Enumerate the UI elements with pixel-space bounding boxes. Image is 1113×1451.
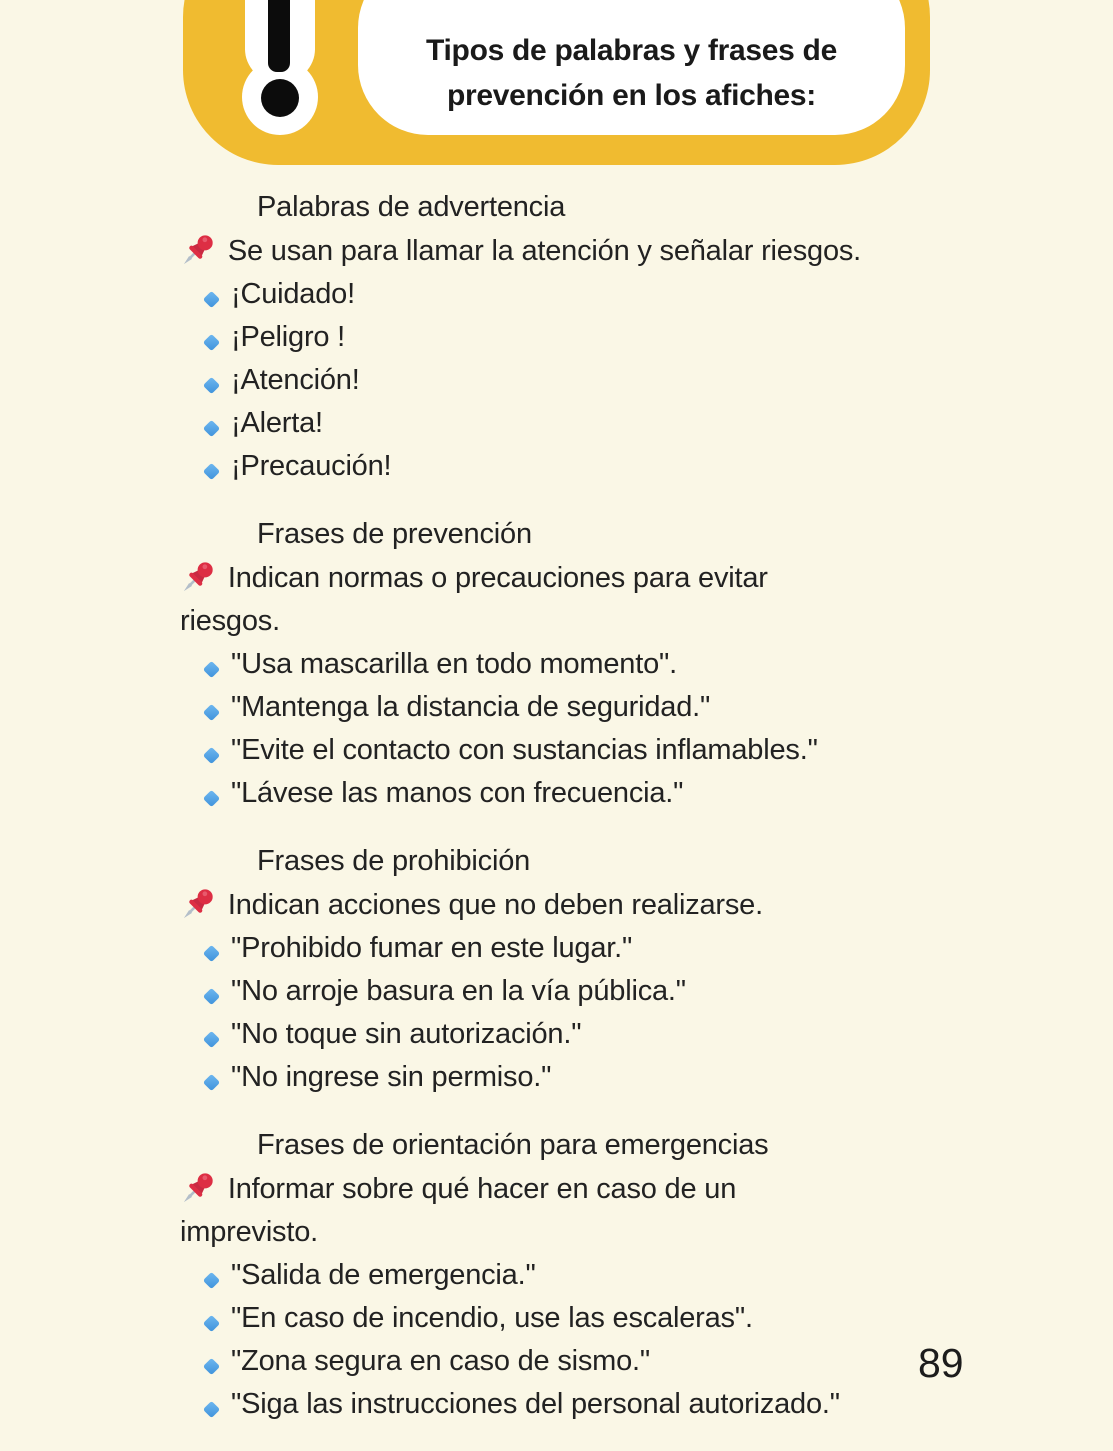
bullet-text: "Mantenga la distancia de seguridad." [231,691,711,723]
blue-diamond-icon [201,1265,222,1286]
list-item [180,1297,950,1340]
blue-diamond-icon [201,1024,222,1045]
section-description [180,1167,950,1254]
exclamation-mark-icon [240,0,320,140]
blue-diamond-icon [201,740,222,761]
description-text: Informar sobre qué hacer en caso de un [227,1173,737,1205]
bullet-text: ¡Precaución! [231,450,392,482]
blue-diamond-icon [201,284,222,305]
blue-diamond-icon [201,456,222,477]
section-heading: Frases de prohibición [257,845,531,877]
description-text: riesgos. [180,605,280,637]
description-line [180,1211,950,1254]
blue-diamond-icon [201,938,222,959]
section-heading: Frases de orientación para emergencias [257,1129,769,1161]
red-pushpin-icon [180,556,218,596]
bullet-text: ¡Cuidado! [231,278,355,310]
bullet-text: "Lávese las manos con frecuencia." [231,777,684,809]
bullet-text: "No toque sin autorización." [231,1018,582,1050]
list-item [180,445,950,488]
page-title-line-2: prevención en los afiches: [447,79,816,112]
list-item [180,359,950,402]
red-pushpin-icon [180,1167,218,1207]
blue-diamond-icon [201,1351,222,1372]
list-item [180,643,950,686]
description-line [180,229,950,273]
bullet-text: ¡Alerta! [231,407,323,439]
section [180,513,950,815]
bullet-text: ¡Atención! [231,364,360,396]
blue-diamond-icon [201,654,222,675]
description-text: Indican acciones que no deben realizarse. [227,889,763,921]
section [180,1124,950,1426]
blue-diamond-icon [201,370,222,391]
bullet-list [180,927,950,1099]
section [180,840,950,1099]
bullet-list [180,273,950,488]
bullet-text: "Salida de emergencia." [231,1259,536,1291]
bullet-text: "Siga las instrucciones del personal autorizado." [231,1388,840,1420]
list-item [180,273,950,316]
list-item [180,1383,950,1426]
list-item [180,1013,950,1056]
description-text: Se usan para llamar la atención y señalar riesgos. [227,235,862,267]
description-line [180,1167,950,1211]
bullet-text: "En caso de incendio, use las escaleras". [231,1302,753,1334]
bullet-list [180,643,950,815]
bullet-text: "Evite el contacto con sustancias inflamables." [231,734,818,766]
bullet-text: ¡Peligro ! [231,321,346,353]
blue-diamond-icon [201,1308,222,1329]
list-item [180,316,950,359]
bullet-text: "Prohibido fumar en este lugar." [231,932,633,964]
list-item [180,1056,950,1099]
red-pushpin-icon [180,883,218,923]
blue-diamond-icon [201,1394,222,1415]
title-bubble [358,0,905,135]
bullet-text: "Zona segura en caso de sismo." [231,1345,651,1377]
bullet-list [180,1254,950,1426]
description-text: imprevisto. [180,1216,318,1248]
blue-diamond-icon [201,697,222,718]
list-item [180,686,950,729]
blue-diamond-icon [201,1067,222,1088]
bullet-text: "No arroje basura en la vía pública." [231,975,686,1007]
list-item [180,927,950,970]
section [180,186,950,488]
list-item [180,729,950,772]
bullet-text: "Usa mascarilla en todo momento". [231,648,677,680]
list-item [180,1254,950,1297]
blue-diamond-icon [201,981,222,1002]
description-text: Indican normas o precauciones para evitar [227,562,768,594]
description-line [180,556,950,600]
description-line [180,883,950,927]
list-item [180,772,950,815]
bullet-text: "No ingrese sin permiso." [231,1061,552,1093]
blue-diamond-icon [201,783,222,804]
page-number: 89 [918,1340,964,1386]
blue-diamond-icon [201,327,222,348]
section-heading: Palabras de advertencia [257,191,566,223]
section-heading: Frases de prevención [257,518,532,550]
page-title-line-1: Tipos de palabras y frases de [426,34,837,67]
section-description [180,883,950,927]
sections-container [180,186,950,1451]
red-pushpin-icon [180,229,218,269]
section-description [180,556,950,643]
list-item [180,1340,950,1383]
header-banner [183,0,930,165]
blue-diamond-icon [201,413,222,434]
list-item [180,402,950,445]
list-item [180,970,950,1013]
section-description [180,229,950,273]
description-line [180,600,950,643]
